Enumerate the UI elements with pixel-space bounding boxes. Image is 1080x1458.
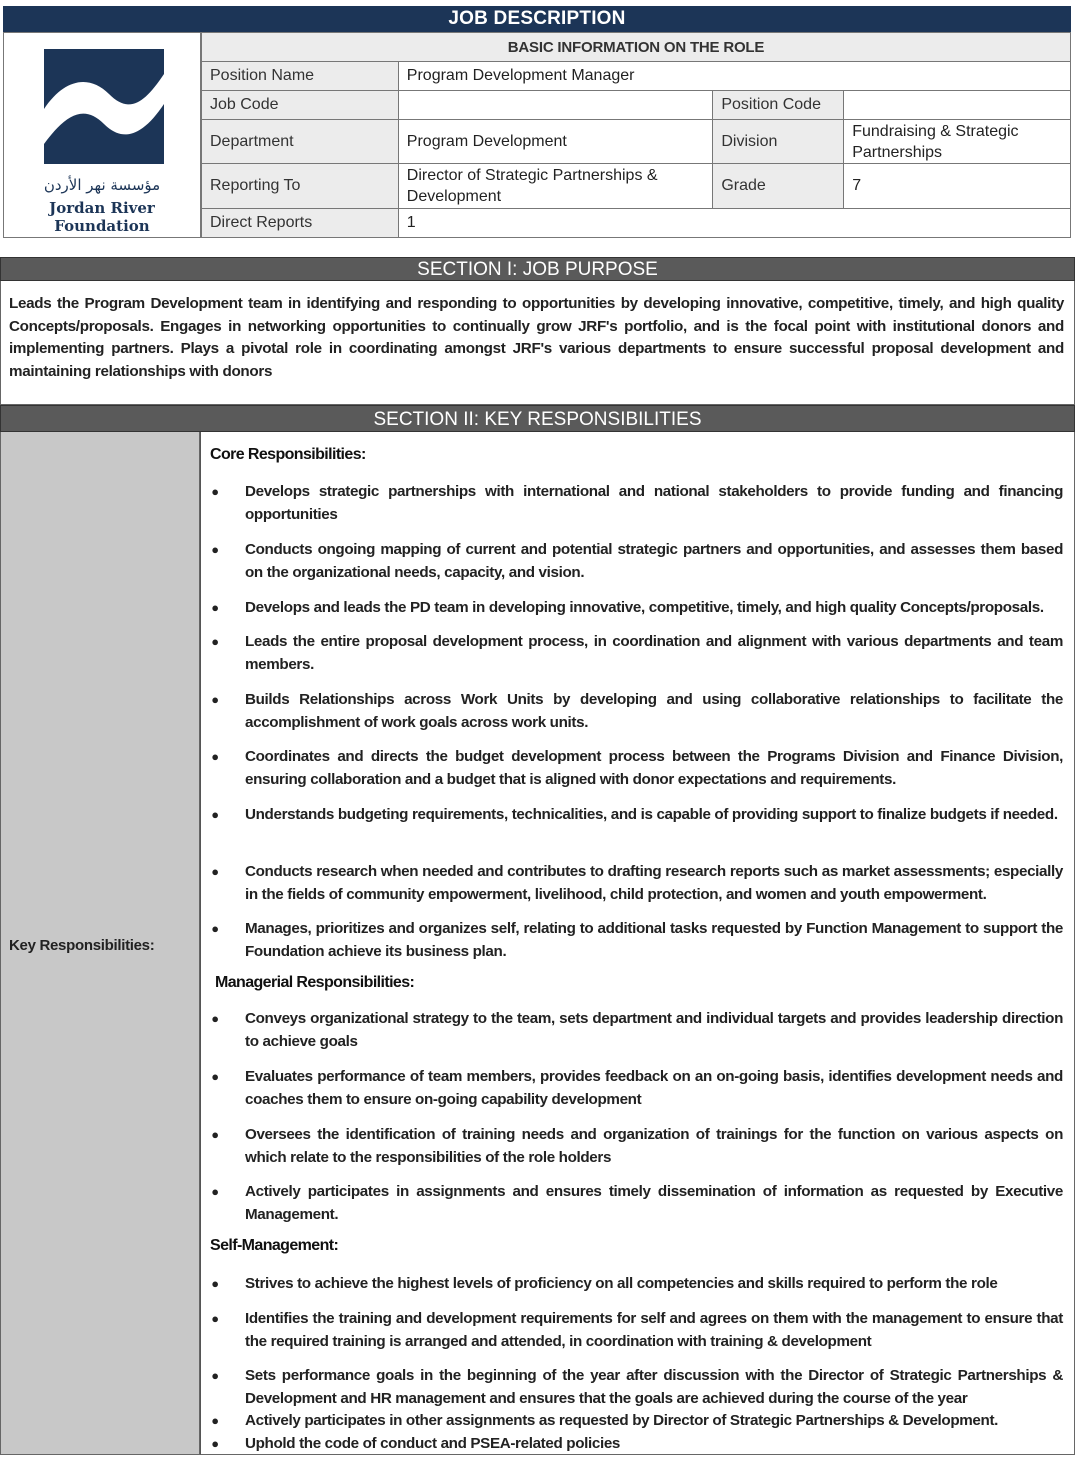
bullet-icon: ●: [211, 1413, 219, 1428]
reporting-to-value: Director of Strategic Partnerships & Development: [398, 164, 713, 209]
bullet-icon: ●: [211, 692, 219, 707]
division-label: Division: [713, 120, 844, 164]
bullet-icon: ●: [211, 1368, 219, 1383]
position-name-value: Program Development Manager: [398, 62, 1070, 91]
bullet-icon: ●: [211, 921, 219, 936]
self-management-title: Self-Management:: [210, 1237, 339, 1254]
managerial-responsibilities-title: Managerial Responsibilities:: [215, 974, 415, 991]
bullet-icon: ●: [211, 807, 219, 822]
reporting-to-label: Reporting To: [202, 164, 399, 209]
position-name-label: Position Name: [202, 62, 399, 91]
job-code-value: [398, 91, 713, 120]
list-item: ● Understands budgeting requirements, technicalities, and is capable of providing support to finalize budgets if needed.: [205, 804, 1063, 827]
bullet-icon: ●: [211, 484, 219, 499]
list-item: ● Manages, prioritizes and organizes self, relating to additional tasks requested by Function Management to support the Foundation achieve its business plan.: [205, 918, 1063, 963]
responsibilities-left-column: [0, 432, 200, 1455]
section1-title: SECTION I: JOB PURPOSE: [0, 257, 1075, 281]
direct-reports-value: 1: [398, 209, 1070, 238]
grade-value: 7: [844, 164, 1071, 209]
logo-arabic-name: مؤسسة نهر الأردن: [43, 176, 161, 194]
grade-label: Grade: [713, 164, 844, 209]
position-code-value: [844, 91, 1071, 120]
bullet-icon: ●: [211, 1069, 219, 1084]
list-item: ● Evaluates performance of team members, provides feedback on an on-going basis, identifies development needs and coaches them to ensure on-going capability development: [205, 1066, 1063, 1111]
job-code-label: Job Code: [202, 91, 399, 120]
department-label: Department: [202, 120, 399, 164]
logo-english-name: Jordan River Foundation: [49, 199, 155, 235]
basic-info-table: [201, 32, 1071, 238]
position-code-label: Position Code: [713, 91, 844, 120]
list-item: ● Actively participates in assignments and ensures timely dissemination of information as requested by Executive Management.: [205, 1181, 1063, 1226]
logo-cell: [3, 32, 201, 238]
bullet-icon: ●: [211, 634, 219, 649]
division-value: Fundraising & Strategic Partnerships: [844, 120, 1071, 164]
list-item: ● Identifies the training and development requirements for self and agrees on them with the management to ensure that the required training is arranged and attended, in coordination with training & development: [205, 1308, 1063, 1353]
list-item: ● Conducts ongoing mapping of current and potential strategic partners and opportunities, and assesses them based on the organizational needs, capacity, and vision.: [205, 539, 1063, 584]
section2-title: SECTION II: KEY RESPONSIBILITIES: [0, 405, 1075, 432]
core-responsibilities-title: Core Responsibilities:: [210, 446, 366, 463]
list-item: ● Develops strategic partnerships with international and national stakeholders to provide funding and financing opportunities: [205, 481, 1063, 526]
direct-reports-label: Direct Reports: [202, 209, 399, 238]
list-item: ● Conducts research when needed and contributes to drafting research reports such as market assessments; especially in the fields of community empowerment, livelihood, child protection, and women and youth empowerment.: [205, 861, 1063, 906]
list-item: ● Sets performance goals in the beginning of the year after discussion with the Director of Strategic Partnerships & Development and HR management and ensures that the goals are achieved during the course of the year: [205, 1365, 1063, 1410]
department-value: Program Development: [398, 120, 713, 164]
document-title: JOB DESCRIPTION: [3, 6, 1071, 32]
list-item: ● Builds Relationships across Work Units by developing and using collaborative relationships to facilitate the accomplishment of work goals across work units.: [205, 689, 1063, 734]
bullet-icon: ●: [211, 864, 219, 879]
bullet-icon: ●: [211, 1436, 219, 1451]
list-item: ● Strives to achieve the highest levels of proficiency on all competencies and skills required to perform the role: [205, 1273, 1063, 1296]
jrf-logo-icon: [44, 49, 164, 164]
bullet-icon: ●: [211, 600, 219, 615]
bullet-icon: ●: [211, 1311, 219, 1326]
list-item: ● Oversees the identification of training needs and organization of trainings for the function on various aspects on which relate to the responsibilities of the role holders: [205, 1124, 1063, 1169]
list-item: ● Leads the entire proposal development process, in coordination and alignment with various departments and team members.: [205, 631, 1063, 676]
bullet-icon: ●: [211, 1127, 219, 1142]
basic-info-title: BASIC INFORMATION ON THE ROLE: [202, 33, 1071, 62]
list-item: ● Uphold the code of conduct and PSEA-related policies: [205, 1433, 1063, 1456]
list-item: ● Develops and leads the PD team in developing innovative, competitive, timely, and high quality Concepts/proposals.: [205, 597, 1063, 620]
bullet-icon: ●: [211, 542, 219, 557]
bullet-icon: ●: [211, 1011, 219, 1026]
bullet-icon: ●: [211, 1184, 219, 1199]
key-responsibilities-label: Key Responsibilities:: [9, 937, 155, 954]
list-item: ● Conveys organizational strategy to the team, sets department and individual targets and provides leadership direction to achieve goals: [205, 1008, 1063, 1053]
job-purpose-text: Leads the Program Development team in identifying and responding to opportunities by developing innovative, competitive, timely, and high quality Concepts/proposals. Engages in networking opportunities to continually grow JRF's portfolio, and is the focal point with institutional donors and implementing partners. Plays a pivotal role in coordinating amongst JRF's various departments to ensure successful proposal development and maintaining relationships with donors: [0, 281, 1075, 405]
list-item: ● Actively participates in other assignments as requested by Director of Strategic Partnerships & Development.: [205, 1410, 1063, 1433]
list-item: ● Coordinates and directs the budget development process between the Programs Division and Finance Division, ensuring collaboration and a budget that is aligned with donor expectations and requirements.: [205, 746, 1063, 791]
bullet-icon: ●: [211, 749, 219, 764]
bullet-icon: ●: [211, 1276, 219, 1291]
